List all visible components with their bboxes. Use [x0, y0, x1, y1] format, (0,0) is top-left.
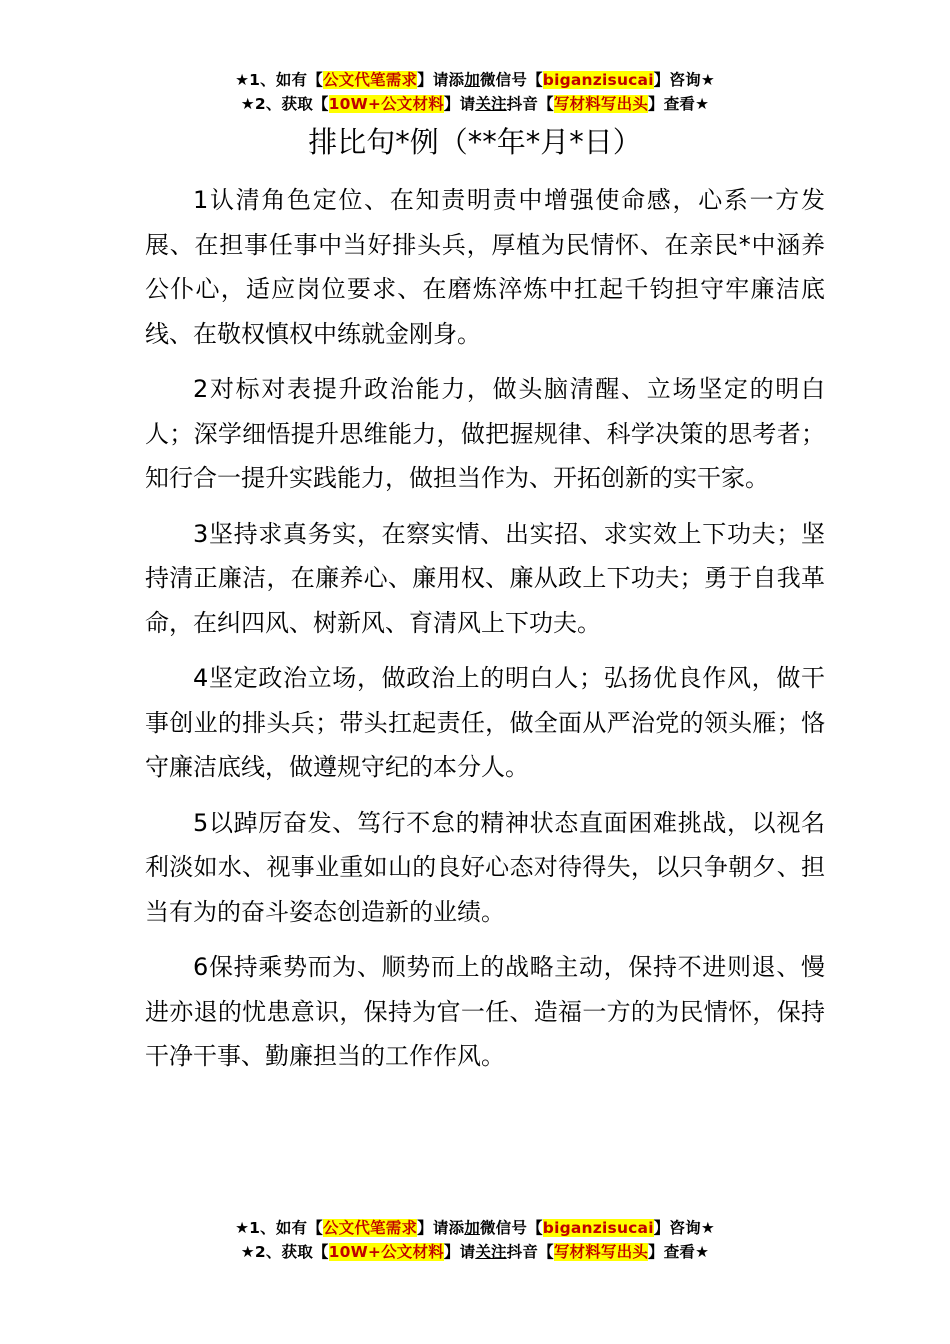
banner-highlight: 10W+公文材料: [328, 1243, 444, 1261]
banner-underlined: 加: [464, 71, 480, 89]
banner-text: 】请添: [417, 71, 465, 89]
banner-text: 微信号【: [479, 71, 543, 89]
banner-text: 微信号【: [479, 1219, 543, 1237]
paragraph-3: 3坚持求真务实，在察实情、出实招、求实效上下功夫；坚持清正廉洁，在廉养心、廉用权、廉从政上下功夫；勇于自我革命，在纠四风、树新风、育清风上下功夫。: [145, 519, 825, 637]
banner-text: 】查看★: [648, 95, 710, 113]
paragraph-5: 5以踔厉奋发、笃行不怠的精神状态直面困难挑战，以视名利淡如水、视事业重如山的良好心态对待得失，以只争朝夕、担当有为的奋斗姿态创造新的业绩。: [145, 808, 825, 926]
paragraph-4: 4坚定政治立场，做政治上的明白人；弘扬优良作风，做干事创业的排头兵；带头扛起责任，做全面从严治党的领头雁；恪守廉洁底线，做遵规守纪的本分人。: [145, 664, 825, 781]
banner-text: 抖音【: [506, 1243, 554, 1261]
banner-line-1: [0, 1216, 950, 1240]
banner-text: 】咨询★: [653, 71, 715, 89]
page-title: 排比句*例（**年*月*日）: [308, 125, 642, 159]
banner-highlight: 公文代笔需求: [322, 71, 418, 89]
banner-text: 】请添: [417, 1219, 465, 1237]
banner-text: ★1、如有【: [235, 71, 323, 89]
banner-text: 抖音【: [506, 95, 554, 113]
paragraph-1: 1认清角色定位、在知责明责中增强使命感，心系一方发展、在担事任事中当好排头兵，厚植为民情怀、在亲民*中涵养公仆心，适应岗位要求、在磨炼淬炼中扛起千钧担守牢廉洁底线、在敬权慎权中练就金刚身。: [145, 186, 825, 348]
header-banner: [0, 68, 950, 116]
banner-highlight: 10W+公文材料: [328, 95, 444, 113]
banner-line-2: [0, 92, 950, 116]
banner-text: 】查看★: [648, 1243, 710, 1261]
banner-underlined: 关注: [475, 95, 507, 113]
banner-text: ★2、获取【: [240, 1243, 329, 1261]
banner-text: ★2、获取【: [240, 95, 329, 113]
banner-highlight: biganzisucai: [542, 1219, 654, 1237]
banner-highlight: 公文代笔需求: [322, 1219, 418, 1237]
paragraph-6: 6保持乘势而为、顺势而上的战略主动，保持不进则退、慢进亦退的忧患意识，保持为官一任、造福一方的为民情怀，保持干净干事、勤廉担当的工作作风。: [145, 953, 825, 1070]
banner-highlight: 写材料写出头: [553, 95, 649, 113]
banner-line-1: [0, 68, 950, 92]
banner-line-2: [0, 1240, 950, 1264]
banner-highlight: biganzisucai: [542, 71, 654, 89]
banner-underlined: 关注: [475, 1243, 507, 1261]
banner-text: 】请: [443, 1243, 476, 1261]
paragraph-2: 2对标对表提升政治能力，做头脑清醒、立场坚定的明白人；深学细悟提升思维能力，做把握规律、科学决策的思考者；知行合一提升实践能力，做担当作为、开拓创新的实干家。: [145, 375, 825, 492]
banner-underlined: 加: [464, 1219, 480, 1237]
banner-text: ★1、如有【: [235, 1219, 323, 1237]
banner-text: 】咨询★: [653, 1219, 715, 1237]
footer-banner: [0, 1216, 950, 1264]
banner-text: 】请: [443, 95, 476, 113]
banner-highlight: 写材料写出头: [553, 1243, 649, 1261]
document-body: [145, 178, 825, 1090]
